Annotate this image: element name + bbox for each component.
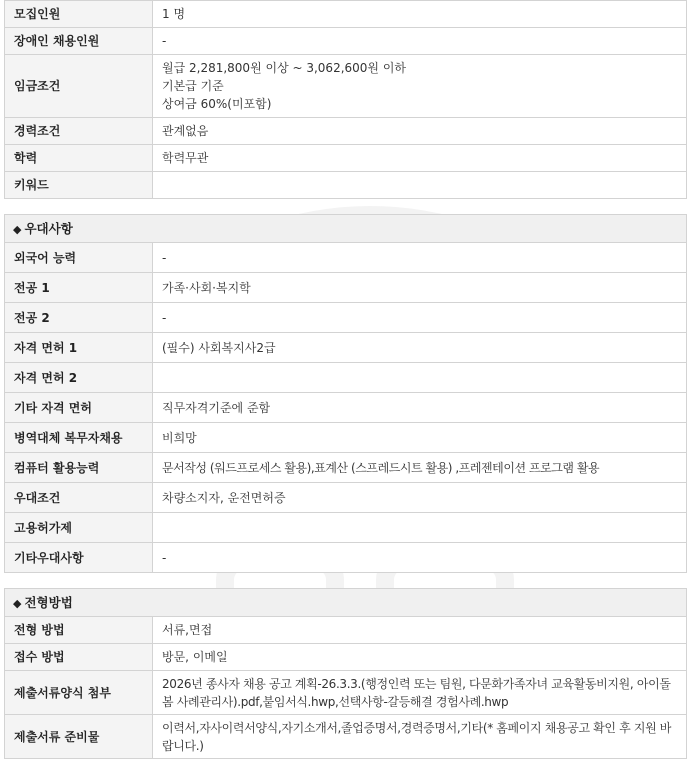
table-row: [5, 483, 687, 513]
row-value: (필수) 사회복지사2급: [153, 333, 687, 363]
row-value: [153, 513, 687, 543]
section-title: 우대사항: [24, 221, 73, 236]
diamond-bullet-icon: ◆: [13, 597, 22, 610]
section-title: 전형방법: [24, 595, 73, 610]
table-row: [5, 715, 687, 759]
table-row: [5, 145, 687, 172]
row-label: 우대조건: [5, 483, 153, 513]
row-value: 방문, 이메일: [153, 644, 687, 671]
selection-section-header: [4, 588, 687, 616]
basic-info-table: [4, 0, 687, 199]
table-row: [5, 172, 687, 199]
row-label: 자격 면허 2: [5, 363, 153, 393]
row-label: 전공 2: [5, 303, 153, 333]
row-label: 기타 자격 면허: [5, 393, 153, 423]
table-row: [5, 303, 687, 333]
row-label: 학력: [5, 145, 153, 172]
row-label: 접수 방법: [5, 644, 153, 671]
table-row: [5, 118, 687, 145]
row-value: 문서작성 (워드프로세스 활용),표계산 (스프레드시트 활용) ,프레젠테이션 프로그램 활용: [153, 453, 687, 483]
row-label: 장애인 채용인원: [5, 28, 153, 55]
table-row: [5, 543, 687, 573]
table-row: [5, 644, 687, 671]
table-row: [5, 243, 687, 273]
row-label: 임금조건: [5, 55, 153, 118]
table-row: [5, 333, 687, 363]
wage-conditions: [153, 55, 687, 118]
row-label: 컴퓨터 활용능력: [5, 453, 153, 483]
attachment-files: 2026년 종사자 채용 공고 계획-26.3.3.(행정인력 또는 팀원, 다문화가족자녀 교육활동비지원, 아이돌봄 사례관리사).pdf,붙임서식.hwp,선택사항-갈등해결 경험사례.hwp: [153, 671, 687, 715]
row-label: 전공 1: [5, 273, 153, 303]
preference-table: [4, 242, 687, 573]
table-row: [5, 453, 687, 483]
row-label: 키워드: [5, 172, 153, 199]
row-label: 자격 면허 1: [5, 333, 153, 363]
wage-line: 월급 2,281,800원 이상 ~ 3,062,600원 이하: [162, 61, 407, 75]
required-documents: 이력서,자사이력서양식,자기소개서,졸업증명서,경력증명서,기타(* 홈페이지 채용공고 확인 후 지원 바랍니다.): [153, 715, 687, 759]
row-label: 전형 방법: [5, 617, 153, 644]
table-row: [5, 393, 687, 423]
row-label: 병역대체 복무자채용: [5, 423, 153, 453]
row-value: 비희망: [153, 423, 687, 453]
wage-line: 기본급 기준: [162, 79, 224, 93]
row-label: 외국어 능력: [5, 243, 153, 273]
row-value: -: [153, 543, 687, 573]
table-row: [5, 1, 687, 28]
row-value: 서류,면접: [153, 617, 687, 644]
row-value: 학력무관: [153, 145, 687, 172]
row-value: [153, 172, 687, 199]
selection-table: [4, 616, 687, 759]
table-row: [5, 423, 687, 453]
row-label: 제출서류 준비물: [5, 715, 153, 759]
wage-line: 상여금 60%(미포함): [162, 97, 272, 111]
table-row: [5, 617, 687, 644]
row-label: 기타우대사항: [5, 543, 153, 573]
table-row: [5, 273, 687, 303]
row-value: [153, 363, 687, 393]
row-label: 고용허가제: [5, 513, 153, 543]
table-row: [5, 55, 687, 118]
table-row: [5, 363, 687, 393]
row-value: -: [153, 303, 687, 333]
row-label: 제출서류양식 첨부: [5, 671, 153, 715]
table-row: [5, 671, 687, 715]
row-value: 1 명: [153, 1, 687, 28]
row-value: 관계없음: [153, 118, 687, 145]
row-value: 직무자격기준에 준함: [153, 393, 687, 423]
row-label: 경력조건: [5, 118, 153, 145]
row-value: 가족·사회·복지학: [153, 273, 687, 303]
row-value: 차량소지자, 운전면허증: [153, 483, 687, 513]
job-detail-content: [4, 0, 687, 759]
table-row: [5, 28, 687, 55]
table-row: [5, 513, 687, 543]
preference-section-header: [4, 214, 687, 242]
row-label: 모집인원: [5, 1, 153, 28]
row-value: -: [153, 28, 687, 55]
row-value: -: [153, 243, 687, 273]
diamond-bullet-icon: ◆: [13, 223, 22, 236]
